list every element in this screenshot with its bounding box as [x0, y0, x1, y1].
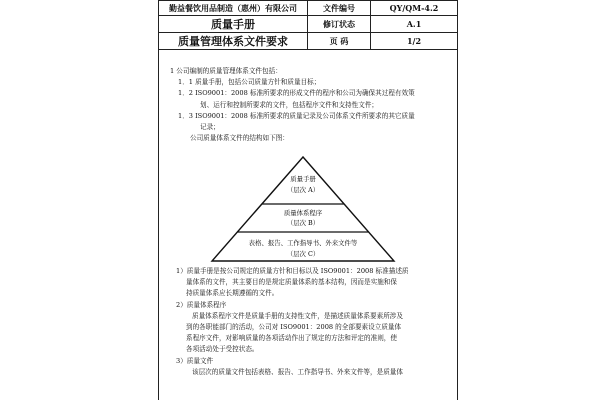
document-header-table — [158, 0, 458, 50]
page-label: 页 码 — [308, 33, 371, 50]
explanation-1-line3: 持质量体系应长期遵循的文件。 — [186, 289, 279, 298]
explanation-3-heading: 3）质量文件 — [176, 356, 214, 365]
doc-number-value: QY/QM-4.2 — [371, 1, 458, 16]
revision-label: 修订状态 — [308, 16, 371, 33]
document-pyramid-diagram — [208, 155, 398, 265]
explanation-1-line2: 量体系的文件，其主要目的是规定质量体系的基本结构，因而是实施和保 — [186, 278, 397, 287]
pyramid-bottom-label: 表格、报告、工作指导书、外来文件等 — [248, 239, 358, 247]
explanation-2-line2: 到的各职能部门的活动，公司对 ISO9001：2008 的全部要素设立质量体 — [186, 323, 402, 332]
document-body — [170, 66, 452, 144]
explanation-2-line1: 质量体系程序文件是质量手册的支持性文件，是描述质量体系要素所涉及 — [192, 311, 403, 320]
explanation-1-line1: 1）质量手册是按公司规定的质量方针和目标以及 ISO9001：2008 标准描述质 — [176, 267, 409, 275]
section-title: 质量管理体系文件要求 — [159, 33, 308, 50]
pyramid-bottom-level: （层次 C） — [286, 250, 320, 258]
item-1-2-line2: 划、运行和控制所要求的文件，包括程序文件和支持性文件； — [200, 100, 379, 109]
intro-paragraph: 1 公司编制的质量管理体系文件包括： — [170, 67, 282, 75]
pyramid-top-label: 质量手册 — [290, 175, 316, 183]
doc-number-label: 文件编号 — [308, 1, 371, 16]
pyramid-mid-level: （层次 B） — [286, 219, 320, 227]
item-1-3-line2: 记录； — [200, 123, 220, 132]
item-1-2-line1: 1．2 ISO9001：2008 标准所要求的形成文件的程序和公司为确保其过程有效策 — [178, 89, 415, 98]
item-1-1: 1．1 质量手册，包括公司质量方针和质量目标； — [178, 78, 321, 87]
explanations — [176, 266, 452, 378]
revision-value: A.1 — [371, 16, 458, 33]
pyramid-top-level: （层次 A） — [286, 186, 320, 194]
manual-title: 质量手册 — [159, 16, 308, 33]
structure-intro: 公司质量体系文件的结构如下图： — [190, 134, 289, 143]
explanation-2-heading: 2）质量体系程序 — [176, 300, 227, 309]
item-1-3-line1: 1．3 ISO9001：2008 标准所要求的质量记录及公司体系文件所要求的其它质量 — [178, 111, 415, 120]
page-value: 1/2 — [371, 33, 458, 50]
explanation-3-line1: 该层次的质量文件包括表格、报告、工作指导书、外来文件等，是质量体 — [192, 367, 403, 376]
pyramid-mid-label: 质量体系程序 — [283, 209, 323, 217]
explanation-2-line4: 各项活动处于受控状态。 — [186, 345, 259, 354]
company-name: 勤益餐饮用品制造（惠州）有限公司 — [159, 1, 308, 16]
document-page — [150, 0, 450, 400]
explanation-2-line3: 系程序文件，对影响质量的各项活动作出了规定的方法和评定的准则，使 — [186, 334, 397, 343]
